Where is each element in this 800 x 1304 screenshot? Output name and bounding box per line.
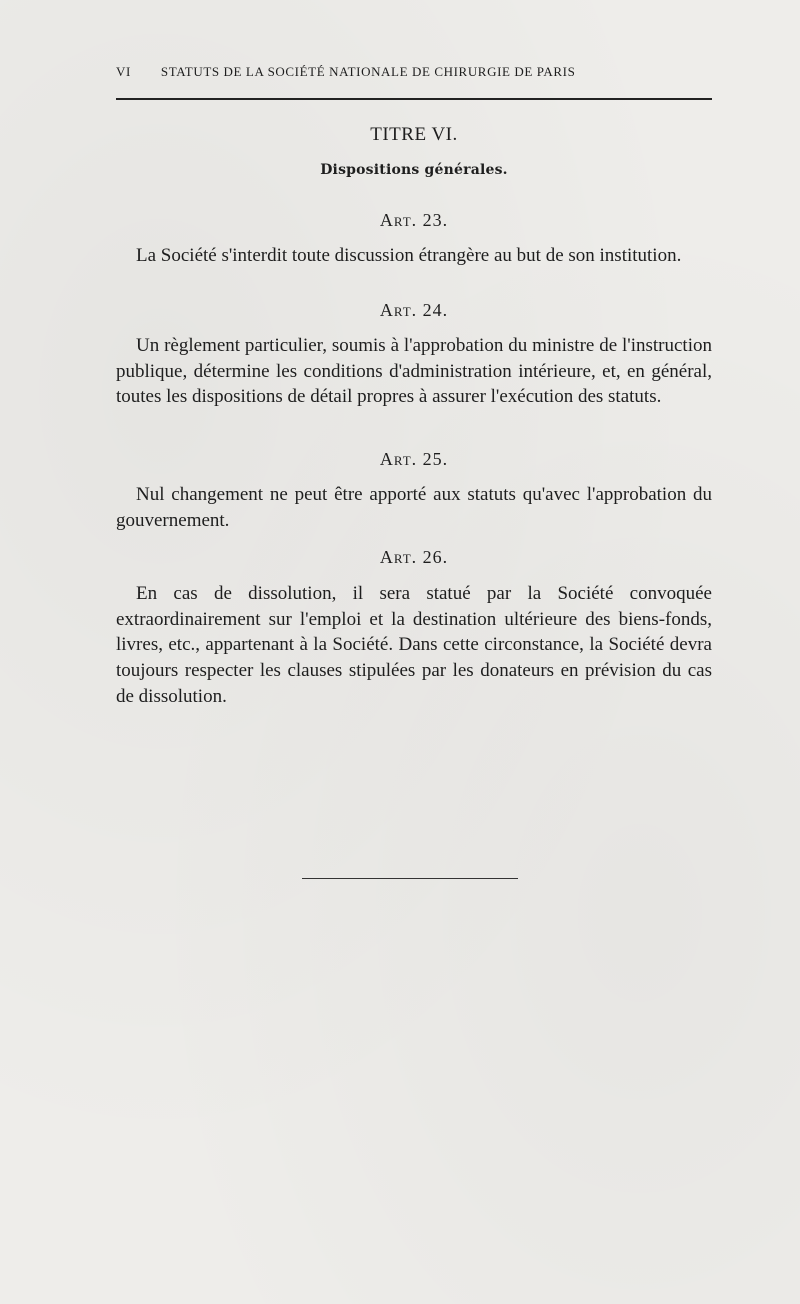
article-heading: Art. 26. — [379, 547, 449, 567]
article-text: La Société s'interdit toute discussion étrangère au but de son institution. — [136, 245, 682, 266]
article-text: En cas de dissolution, il sera statué par la Société convoquée extraordinairement sur l'emploi et la destination ultérieure des biens-fonds, livres, etc., appartenant à la Société. Dans cette circonstance, la Société devra toujours respecter les clauses stipulées par les donateurs en prévision du cas de dissolution. — [116, 583, 712, 707]
article-heading: Art. 25. — [379, 449, 449, 469]
page-folio: VI — [116, 64, 131, 79]
article-text: Nul changement ne peut être apporté aux statuts qu'avec l'approbation du gouvernement. — [116, 484, 712, 531]
running-head-title: STATUTS DE LA SOCIÉTÉ NATIONALE DE CHIRURGIE DE PARIS — [160, 64, 576, 79]
section-subtitle: Dispositions générales. — [320, 162, 508, 178]
end-rule — [302, 878, 518, 879]
section-title: TITRE VI. — [370, 124, 458, 145]
article-heading: Art. 24. — [379, 300, 449, 320]
header-rule — [116, 98, 712, 100]
article-heading: Art. 23. — [379, 210, 449, 230]
article-text: Un règlement particulier, soumis à l'approbation du ministre de l'instruction publique, détermine les conditions d'administration intérieure, et, en général, toutes les dispositions de détail propres à assurer l'exécution des statuts. — [116, 335, 712, 408]
running-head — [116, 64, 668, 80]
